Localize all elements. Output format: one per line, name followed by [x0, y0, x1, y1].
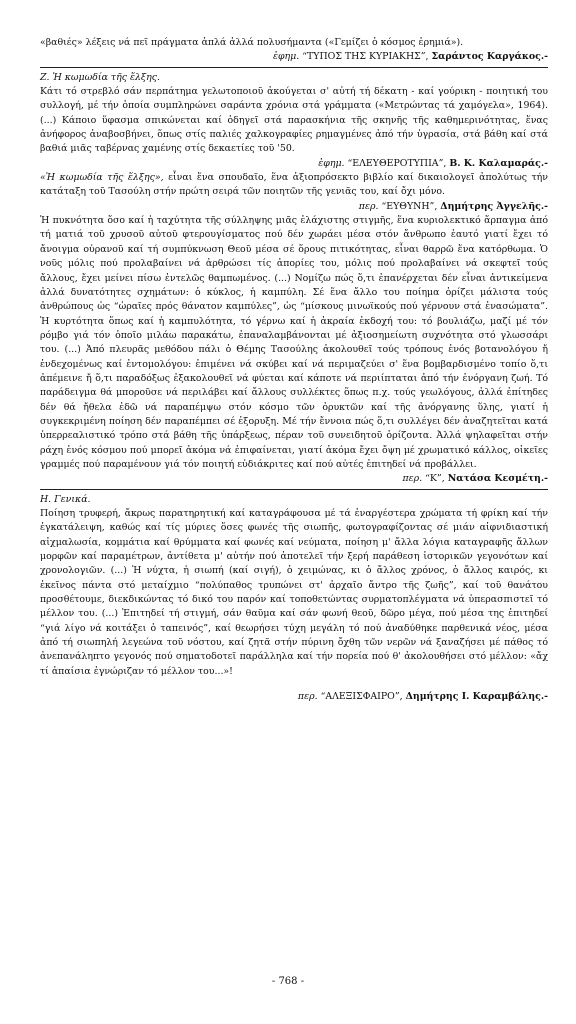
source-author: Σαράντος Καργάκος.-: [431, 51, 548, 63]
source-author: Β. Κ. Καλαμαράς.-: [449, 157, 548, 169]
section-z-source-2: [40, 200, 548, 214]
section-h-paragraph-1: Ποίηση τρυφερή, ἄκρως παρατηρητική καί καταγράφουσα μέ τά ἐναργέστερα χρώματα τή φρίκη καί τήν ἐγκατάλειψη, καθώς καί τίς μύριες ὅσες φωνές τῆς σιωπῆς, φωτογραφίζοντας σέ μιάν αἰφνιδιαστική αἰχμαλωσία, κομμάτια καί θρύμματα καί φωνές καί νεύματα, ποίηση μ' ἄλλα λόγια καταγραφῆς ἄλλων μορφῶν καί παραμέτρων, ἀντίθετα μ' αὐτήν πού ἀποτελεῖ τήν ξερή παράθεση ἱστορικῶν γεγονότων καί χρονολογιῶν. (...) Ἡ νύχτα, ἡ σιωπή (καί σιγή), ὁ χειμώνας, κι ὁ ἄλλος χρόνος, ὁ ἄλλος καιρός, κι ἐκεῖνος πάντα στό μεταίχμιο “πολύπαθος τρυπώνει στ' ἀρχαῖο ἄντρο τῆς ζωῆς”, καί τοῦ θανάτου προσθέτουμε, διεκδικώντας τό δικό του παρόν καί τοποθετώντας συρματοπλέγματα νά ὑπερασπιστεῖ τό μέλλον του. (...) Ἐπιτηδεί τή στιγμή, σάν θαῦμα καί σάν φωνή θεοῦ, δῶρο μέγα, πού μέσα της ἐπιτηδεί “γιά λίγο νά κοιτάξει ὁ ταπεινός”, καί θεωρήσει τύχη μεγάλη τό πού ἀναδύθηκε παρθενικά νέος, μέσα ἀπό τή σιωπηλή λεγεώνα τοῦ νόστου, καί ζητᾶ στήν πύρινη ὄχθη τῶν νερῶν νά ξαναζήσει μέ πάθος τό ἀνεπανάληπτο γεγονός πού σηματοδοτεῖ παράλληλα καί τήν πορεία πού θ' ἀκολουθήσει στό μέλλον: «ἄχ τί ἀπαίσια ἐγνώριζαν τό μέλλον του...»!: [40, 508, 548, 677]
source-name: “Κ”,: [425, 473, 445, 485]
source-name: “ΕΥΘΥΝΗ”,: [381, 200, 438, 212]
book-title-quote: «Ἡ κωμωδία τῆς ἕλξης»,: [40, 172, 164, 184]
source-author: Δημήτρης Ἀγγελῆς.-: [440, 200, 548, 212]
spacer: [40, 679, 548, 690]
document-page: [40, 36, 548, 704]
section-z-paragraph-1: Κάτι τό στρεβλό σάν περπάτημα γελωτοποιοῦ ἀκούγεται σ' αὐτή τή δέκατη - καί γούρικη - ποιητική του συλλογή, μέ τήν ὁποία συμπληρώνει σαράντα χρόνια στά γράμματα («Μετρώντας τά χαμόγελα», 1964). (...) Κάποιο ὕφασμα σπικώνεται καί ὁδηγεῖ στά παρασκήνια τῆς σκηνῆς τῆς καθημερινότητας, ἕνας ἀνήφορος ἀναβοσβήνει, ὅπως στίς παλιές χαλκογραφίες ρημαγμένες ἀπό τήν ὑγρασία, στά βάθη καί στά βαθιά μιᾶς ταβέρνας χαμένης στίς δεκαετίες τοῦ '50.: [40, 86, 548, 155]
section-z-source-1: [40, 157, 548, 171]
section-h-source-1: [40, 690, 548, 704]
section-z-paragraph-3: Ἡ πυκνότητα ὅσο καί ἡ ταχύτητα τῆς σύλληψης μιᾶς ἐλάχιστης στιγμῆς, ἕνα κυριολεκτικό ἅρπαγμα ἀπό τή ματιά τοῦ χρυσοῦ αὐτοῦ φτερουγίσματος πού δέν χωράει μέσα στόν ἄνθρωπο ἑαυτό γιατί ἔχει τό ἄνοιγμα οὐρανοῦ καί τή συμπύκνωση Θεοῦ μέσα σέ ὅρους πιτικότητας, εἶναι θαρρῶ ἕνα κατόρθωμα. Ὁ νοῦς μόλις πού προλαβαίνει νά ἀρθρώσει τίς ἀπορίες του, μόλις πού προλαβαίνει νά σκεφτεῖ τούς ἄλλους, ἔχει μείνει πίσω ἐντελῶς θαμπωμένος. (...) Νομίζω πώς ὅ,τι ἐπανέρχεται δέν εἶναι ἀντικείμενα ἀλλά δυνατότητες σχημάτων: ὁ κύκλος, ἡ καμπύλη. Σέ ἕνα ἄλλο του ποίημα ὁρίζει μάλιστα τούς ἀνθρώπους ὡς “ὡραῖες πρός θάνατον καμπύλες”, ὡς “μίσκους μινωϊκούς πού γέρνουν στά ἐνασώματα”. Ἡ κυρτότητα ὅπως καί ἡ καμπυλότητα, τό γέρνω καί ἡ ἀκραία ἐκδοχή του: τό βουλιάζω, μαζί μέ τόν ρόμβο γιά τόν ὁποῖο μιλάω παρακάτω, ἐπαναλαμβάνονται μέ ἀξιοσημείωτη συχνότητα στό γλωσσάρι του. (...) Ἀπό πλευρᾶς μεθόδου πάλι ὁ Θέμης Τασούλης ἀκολουθεῖ τούς τρόπους ἑνός βοτανολόγου ἤ ἐνδεχομένως καί ἐντομολόγου: ἐπιμένει νά σκύβει καί νά περιμαζεύει σ' ἕνα βομβαρδισμένο τοπίο ὅ,τι ἀπέμεινε ἤ ὅ,τι παραδόξως ἐξακολουθεῖ νά φύεται καί κάποτε νά περιίπταται ἀπό τήν ἐνόργανη ζωή. Τό παράδειγμα θά μποροῦσε νά περιλάβει καί ἄλλους συλλέκτες ὅπως π.χ. τούς γεωλόγους, ἀλλά ἐπίτηδες δέν θά ἤθελα ἐδῶ νά παραπέμψω στόν κόσμο τῶν ὀρυκτῶν καί τῆς ἀνόργανης ὕλης, γιατί ἡ συγκεκριμένη ποίηση δέν παραπέμπει σέ ἐξορυξη. Μέ τήν ἔννοια πώς ὅ,τι συλλέγει δέν ἀναζητεῖται κατά ὑπερρεαλιστικό τρόπο στά βάθη τῆς ὑπάρξεως, πέραν τοῦ συνειδητοῦ ὁρίζοντα. Ἀλλά ψηλαφεῖται στήν ράχη ἑνός κόσμου πού μπορεῖ ἀκόμα νά ἐπιφαίνεται, γιατί ἀκόμα ἔχει ὄψη μέ χρωματικό κάλλος, οἰκεῖες γραμμές πού παραμένουν γιά τόν ποιητή εὐδιάκριτες καί πού αὐτές ἐπιτηδεί νά προβάλλει.: [40, 215, 548, 470]
source-name: “ΕΛΕΥΘΕΡΟΤΥΠΙΑ”,: [347, 157, 447, 169]
section-z-source-3: [40, 472, 548, 486]
section-z-paragraph-2: [40, 171, 548, 200]
source-name: “ΑΛΕΞΙΣΦΑΙΡΟ”,: [320, 691, 403, 703]
source-author: Νατάσα Κεσμέτη.-: [447, 473, 548, 485]
section-divider: [40, 489, 548, 490]
page-number: - 768 -: [271, 976, 305, 987]
source-prefix: ἐφημ.: [272, 51, 300, 63]
section-divider: [40, 67, 548, 68]
source-prefix: περ.: [358, 200, 379, 212]
source-author: Δημήτρης Ι. Καραμβάλης.-: [405, 691, 548, 703]
intro-paragraph: «βαθιές» λέξεις νά πεῖ πράγματα ἁπλά ἀλλά πολυσήμαντα («Γεμίζει ὁ κόσμος ἐρημιά»).: [40, 37, 464, 48]
source-prefix: περ.: [297, 691, 318, 703]
section-z-heading: Ζ. Ἡ κωμωδία τῆς ἕλξης.: [40, 71, 160, 83]
section-h-heading: Η. Γενικά.: [40, 493, 91, 505]
source-prefix: περ.: [402, 473, 423, 485]
paragraph-text: εἶναι ἕνα σπουδαῖο, ἕνα ἀξιοπρόσεκτο βιβλίο καί δικαιολογεῖ ἀπολύτως τήν κατάταξη τοῦ Τασούλη στήν πρώτη σειρά τῶν ποιητῶν τῆς γενιᾶς του, καί ὄχι μόνο.: [40, 172, 548, 198]
source-prefix: ἐφημ.: [318, 157, 345, 169]
source-name: “ΤΥΠΟΣ ΤΗΣ ΚΥΡΙΑΚΗΣ”,: [302, 51, 429, 63]
intro-source: [40, 50, 548, 64]
